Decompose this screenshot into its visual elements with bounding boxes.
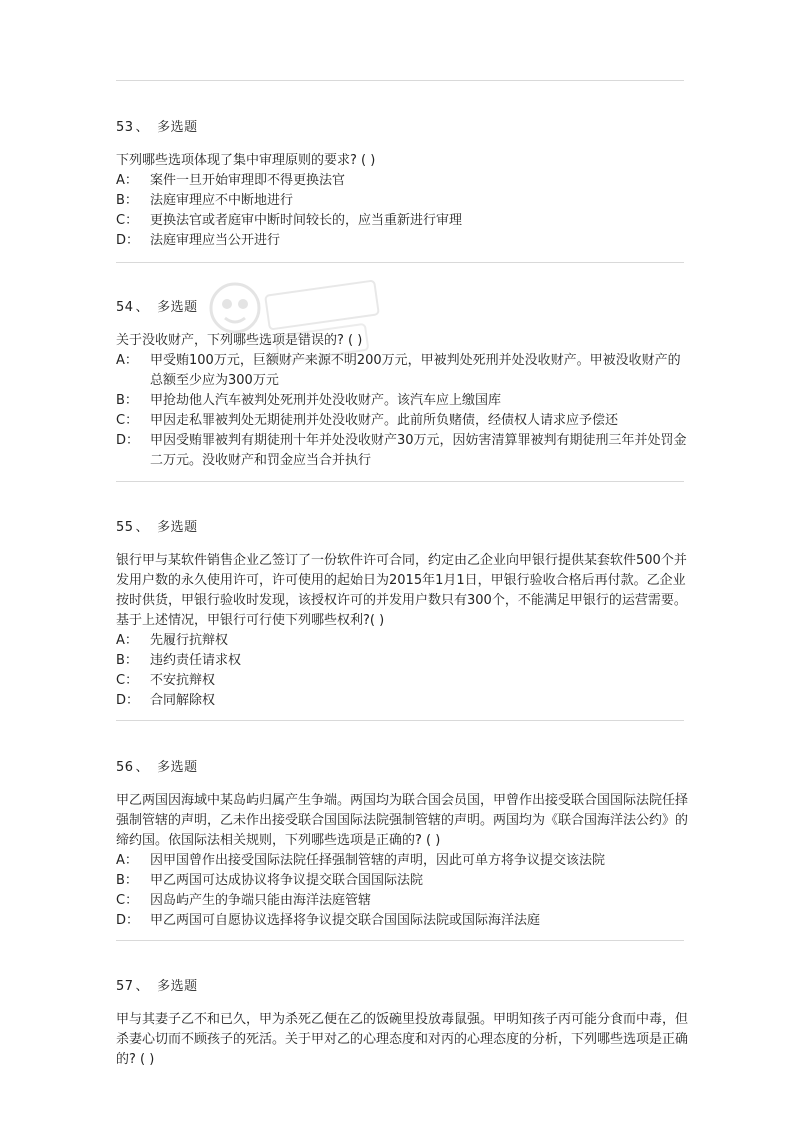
option-letter: B： <box>116 873 138 888</box>
option-text: 合同解除权 <box>150 693 216 708</box>
option-d[interactable] <box>116 911 688 931</box>
option-letter: A： <box>116 633 138 648</box>
option-text: 甲因受贿罪被判有期徒刑十年并处没收财产30万元，因妨害清算罪被判有期徒刑三年并处罚金二万元。没收财产和罚金应当合并执行 <box>150 433 687 468</box>
option-text: 因甲国曾作出接受国际法院任择强制管辖的声明，因此可单方将争议提交该法院 <box>150 853 606 868</box>
option-letter: C： <box>116 673 139 688</box>
option-letter: D： <box>116 693 140 708</box>
option-letter: C： <box>116 213 139 228</box>
question-header <box>116 298 688 318</box>
question-number: 53 <box>116 120 134 135</box>
question-stem: 甲乙两国因海域中某岛屿归属产生争端。两国均为联合国会员国，甲曾作出接受联合国国际法院任择强制管辖的声明，乙未作出接受联合国国际法院强制管辖的声明。两国均为《联合国海洋法公约》的缔约国。依国际法相关规则，下列哪些选项是正确的? ( ) <box>116 793 689 848</box>
option-text: 不安抗辩权 <box>150 673 216 688</box>
option-letter: B： <box>116 193 138 208</box>
option-text: 法庭审理应当公开进行 <box>150 233 281 248</box>
option-d[interactable] <box>116 231 688 251</box>
option-a[interactable] <box>116 851 688 871</box>
divider <box>116 80 684 81</box>
question-stem: 关于没收财产，下列哪些选项是错误的? ( ) <box>116 333 363 348</box>
question-stem: 下列哪些选项体现了集中审理原则的要求? ( ) <box>116 153 376 168</box>
option-b[interactable] <box>116 191 688 211</box>
option-letter: C： <box>116 413 139 428</box>
option-text: 甲乙两国可自愿协议选择将争议提交联合国国际法院或国际海洋法庭 <box>150 913 541 928</box>
option-text: 甲因走私罪被判处无期徒刑并处没收财产。此前所负赌债，经债权人请求应予偿还 <box>150 413 619 428</box>
question-header <box>116 518 688 538</box>
option-c[interactable] <box>116 891 688 911</box>
option-letter: D： <box>116 433 140 448</box>
question-56 <box>116 758 688 931</box>
option-letter: C： <box>116 893 139 908</box>
option-letter: A： <box>116 853 138 868</box>
option-text: 因岛屿产生的争端只能由海洋法庭管辖 <box>150 893 372 908</box>
option-b[interactable] <box>116 391 688 411</box>
question-type: 多选题 <box>157 760 198 775</box>
option-text: 案件一旦开始审理即不得更换法官 <box>150 173 346 188</box>
option-letter: D： <box>116 913 140 928</box>
question-type: 多选题 <box>157 300 198 315</box>
option-text: 甲受贿100万元，巨额财产来源不明200万元，甲被判处死刑并处没收财产。甲被没收财产的总额至少应为300万元 <box>150 353 681 388</box>
option-c[interactable] <box>116 411 688 431</box>
question-separator: 、 <box>135 979 150 994</box>
divider <box>116 940 684 941</box>
question-header <box>116 118 688 138</box>
question-54 <box>116 298 688 471</box>
question-number: 56 <box>116 760 134 775</box>
option-letter: A： <box>116 353 138 368</box>
divider <box>116 262 684 263</box>
question-type: 多选题 <box>157 520 198 535</box>
option-a[interactable] <box>116 171 688 191</box>
option-text: 甲抢劫他人汽车被判处死刑并处没收财产。该汽车应上缴国库 <box>150 393 502 408</box>
option-letter: B： <box>116 393 138 408</box>
divider <box>116 481 684 482</box>
question-number: 57 <box>116 979 134 994</box>
question-header <box>116 977 688 997</box>
question-type: 多选题 <box>157 979 198 994</box>
question-stem: 银行甲与某软件销售企业乙签订了一份软件许可合同，约定由乙企业向甲银行提供某套软件500个并发用户数的永久使用许可，许可使用的起始日为2015年1月1日，甲银行验收合格后再付款。乙企业按时供货，甲银行验收时发现，该授权许可的并发用户数只有300个，不能满足甲银行的运营需要。基于上述情况，甲银行可行使下列哪些权利?( ) <box>116 553 687 628</box>
question-separator: 、 <box>135 520 150 535</box>
option-letter: A： <box>116 173 138 188</box>
question-separator: 、 <box>135 120 150 135</box>
option-d[interactable] <box>116 431 688 471</box>
option-text: 甲乙两国可达成协议将争议提交联合国国际法院 <box>150 873 424 888</box>
question-57 <box>116 977 688 1070</box>
option-letter: B： <box>116 653 138 668</box>
option-text: 违约责任请求权 <box>150 653 242 668</box>
option-b[interactable] <box>116 871 688 891</box>
option-letter: D： <box>116 233 140 248</box>
question-separator: 、 <box>135 300 150 315</box>
option-a[interactable] <box>116 631 688 651</box>
question-stem: 甲与其妻子乙不和已久，甲为杀死乙便在乙的饭碗里投放毒鼠强。甲明知孩子丙可能分食而中毒，但杀妻心切而不顾孩子的死活。关于甲对乙的心理态度和对丙的心理态度的分析，下列哪些选项是正确的? ( ) <box>116 1012 689 1067</box>
option-text: 法庭审理应不中断地进行 <box>150 193 294 208</box>
divider <box>116 720 684 721</box>
option-b[interactable] <box>116 651 688 671</box>
option-d[interactable] <box>116 691 688 711</box>
question-number: 55 <box>116 520 134 535</box>
option-text: 先履行抗辩权 <box>150 633 229 648</box>
question-53 <box>116 118 688 251</box>
option-a[interactable] <box>116 351 688 391</box>
question-number: 54 <box>116 300 134 315</box>
option-text: 更换法官或者庭审中断时间较长的，应当重新进行审理 <box>150 213 463 228</box>
question-header <box>116 758 688 778</box>
question-separator: 、 <box>135 760 150 775</box>
question-type: 多选题 <box>157 120 198 135</box>
question-55 <box>116 518 688 711</box>
option-c[interactable] <box>116 211 688 231</box>
option-c[interactable] <box>116 671 688 691</box>
